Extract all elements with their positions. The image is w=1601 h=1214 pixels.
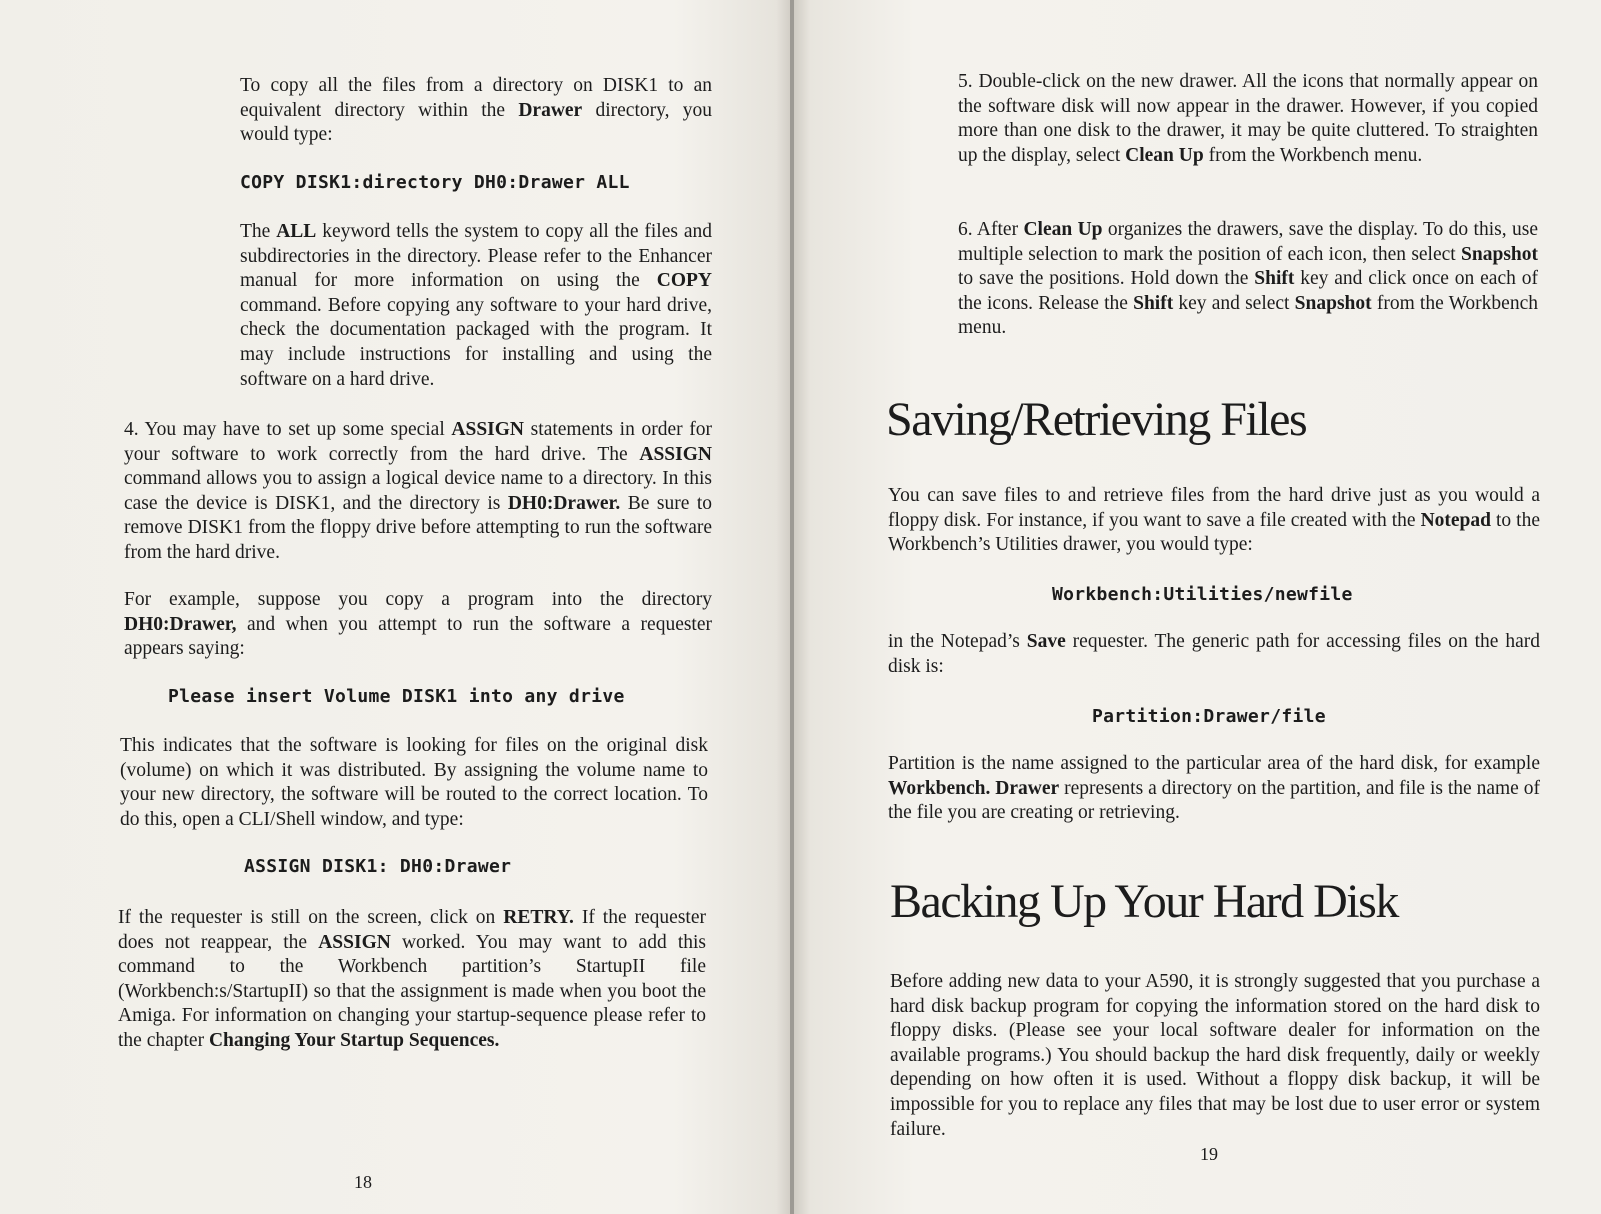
left-paragraph-example: For example, suppose you copy a program into the directory DH0:Drawer, and when you attempt to run the software a requester appears saying:	[124, 589, 712, 660]
right-paragraph-partition: Partition is the name assigned to the particular area of the hard disk, for example Workbench. Drawer represents a directory on the partition, and file is the name of the file you are creating or retrieving.	[888, 753, 1541, 824]
right-paragraph-backup: Before adding new data to your A590, it is strongly suggested that you purchase a hard disk backup program for copying the information stored on the hard disk to floppy disks. (Please see your local software dealer for information on the available programs.) You should backup the hard disk frequently, daily or weekly depending on how often it is used. Without a floppy disk backup, it will be impossible for you to replace any files that may be lost due to user error or system failure.	[890, 971, 1540, 1140]
heading-backing-up-hard-disk: Backing Up Your Hard Disk	[890, 875, 1398, 928]
left-paragraph-step-4: 4. You may have to set up some special ASSIGN statements in order for your software to work correctly from the hard drive. The ASSIGN command allows you to assign a logical device name to a directory. In this case the device is DISK1, and the directory is DH0:Drawer. Be sure to remove DISK1 from the floppy drive before attempting to run the software from the hard drive.	[124, 419, 712, 563]
right-paragraph-step-5: 5. Double-click on the new drawer. All the icons that normally appear on the software disk will now appear in the drawer. However, if you copied more than one disk to the drawer, it may be quite cluttered. To straighten up the display, select Clean Up from the Workbench menu.	[958, 71, 1538, 166]
right-page	[794, 0, 1601, 1214]
left-paragraph-copy-intro: To copy all the files from a directory on DISK1 to an equivalent directory within the Drawer directory, you would type:	[240, 75, 712, 146]
right-paragraph-save-files: You can save files to and retrieve files from the hard drive just as you would a floppy disk. For instance, if you want to save a file created with the Notepad to the Workbench’s Utilities drawer, you would type:	[888, 485, 1540, 556]
right-code-workbench-path: Workbench:Utilities/newfile	[1052, 584, 1353, 605]
left-page	[0, 0, 792, 1214]
left-paragraph-all-keyword: The ALL keyword tells the system to copy all the files and subdirectories in the directory. Please refer to the Enhancer manual for more information on using the COPY command. Before copying any software to your hard drive, check the documentation packaged with the program. It may include instructions for installing and using the software on a hard drive.	[240, 221, 712, 390]
left-paragraph-retry: If the requester is still on the screen, click on RETRY. If the requester does not reappear, the ASSIGN worked. You may want to add this command to the Workbench partition’s StartupII file (Workbench:s/StartupII) so that the assignment is made when you boot the Amiga. For information on changing your startup-sequence please refer to the chapter Changing Your Startup Sequences.	[118, 907, 706, 1051]
right-paragraph-save-requester: in the Notepad’s Save requester. The generic path for accessing files on the hard disk is:	[888, 631, 1540, 677]
right-paragraph-step-6: 6. After Clean Up organizes the drawers, save the display. To do this, use multiple selection to mark the position of each icon, then select Snapshot to save the positions. Hold down the Shift key and click once on each of the icons. Release the Shift key and select Snapshot from the Workbench menu.	[958, 219, 1538, 339]
left-code-requester-message: Please insert Volume DISK1 into any drive	[168, 686, 625, 707]
left-paragraph-volume-explanation: This indicates that the software is looking for files on the original disk (volume) on which it was distributed. By assigning the volume name to your new directory, the software will be routed to the correct location. To do this, open a CLI/Shell window, and type:	[120, 735, 708, 830]
heading-saving-retrieving-files: Saving/Retrieving Files	[886, 393, 1307, 446]
right-code-generic-path: Partition:Drawer/file	[1092, 706, 1326, 727]
right-page-number: 19	[1200, 1144, 1218, 1164]
left-code-assign-command: ASSIGN DISK1: DH0:Drawer	[244, 856, 512, 877]
left-page-number: 18	[354, 1172, 372, 1192]
left-code-copy-command: COPY DISK1:directory DH0:Drawer ALL	[240, 172, 630, 193]
